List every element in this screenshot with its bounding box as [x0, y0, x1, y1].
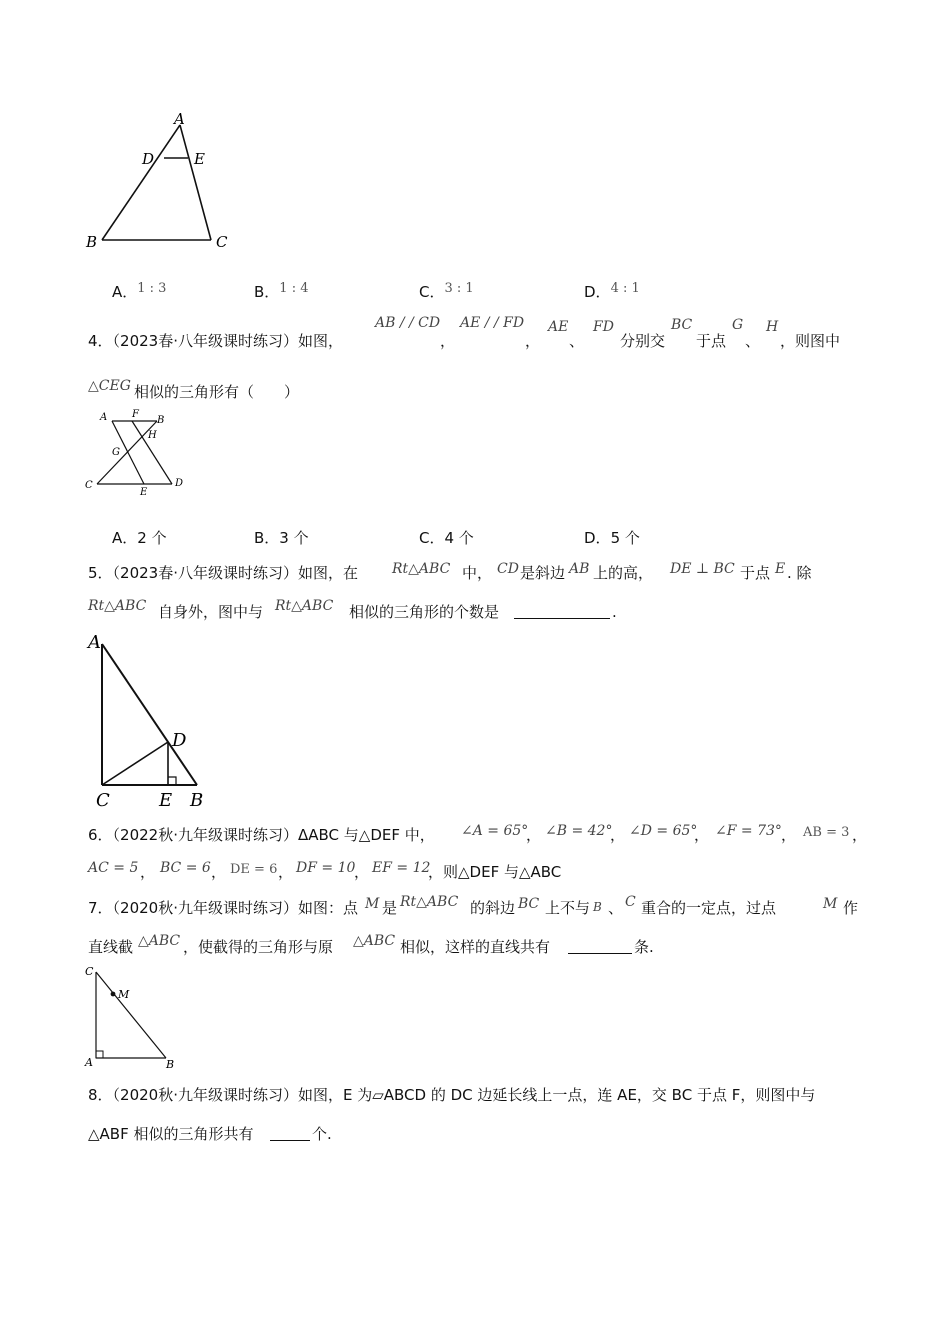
q7-source: （2020秋·九年级课时练习）如图：点 [112, 899, 358, 917]
q3-option-c[interactable] [419, 282, 474, 304]
q5-text-3: 上的高， [593, 564, 654, 582]
q7-text-5: 重合的一定点，过点 [641, 899, 777, 917]
q5-math-rt-abc-2: Rt△ABC [88, 598, 147, 614]
q4-math-ceg: △CEG [88, 378, 131, 394]
q3-option-d[interactable] [584, 282, 640, 304]
q6-comma: ， [781, 826, 797, 844]
q5-source: （2023春·八年级课时练习）如图，在 [112, 564, 358, 582]
q4-option-c[interactable] [419, 528, 474, 548]
q4-math-g: G [732, 317, 744, 333]
q3-option-b[interactable] [254, 282, 308, 304]
q5-text-7: 相似的三角形的个数是 [349, 603, 500, 621]
q6-comma: ， [610, 826, 626, 844]
label-A: A [88, 632, 101, 653]
q7-line1 [88, 898, 358, 918]
q4-text-3: ，则图中 [780, 332, 841, 350]
q4-option-a[interactable] [112, 528, 167, 548]
label-B: B [157, 415, 165, 426]
q6-math-ab: AB = 3 [803, 825, 850, 840]
q7-text-1: 是 [382, 899, 398, 917]
q7-text-7: 直线截 [88, 938, 134, 956]
figure-right-triangle-m [82, 962, 182, 1074]
q5-line1 [88, 563, 358, 583]
q6-math-bc: BC = 6 [160, 860, 211, 876]
q7-text-6: 作 [843, 899, 859, 917]
q4-comma-2: ， [525, 332, 541, 350]
q4-comma-1: ， [440, 332, 456, 350]
q7-text-2: 的斜边 [470, 899, 516, 917]
q5-math-e: E [775, 561, 786, 577]
q6-comma: ， [140, 863, 156, 881]
q6-math-angle-d: ∠D = 65° [629, 823, 698, 839]
q7-text-8: ，使截得的三角形与原 [183, 938, 334, 956]
option-letter: A． [112, 283, 138, 301]
q7-math-abc-2: △ABC [353, 933, 396, 949]
q5-text-6: 自身外，图中与 [158, 603, 264, 621]
q5-answer-blank[interactable] [514, 602, 610, 619]
q4-math-ae-fd: AE / / FD [460, 315, 525, 331]
label-B: B [86, 233, 98, 251]
q4-text-2: 于点 [696, 332, 727, 350]
option-value: 4 个 [444, 529, 474, 547]
q6-comma: ， [852, 826, 868, 844]
option-value: 4 : 1 [610, 281, 640, 296]
q6-comma: ， [354, 863, 370, 881]
q4-math-fd: FD [593, 319, 614, 335]
q6-comma: ， [526, 826, 542, 844]
q5-text-5: . 除 [787, 564, 812, 582]
q7-text-10: 条. [634, 938, 654, 956]
q4-source: （2023春·八年级课时练习）如图， [112, 332, 343, 350]
q5-math-ab: AB [569, 561, 590, 577]
q6-line1: 6．（2022秋·九年级课时练习）ΔABC 与△DEF 中， [88, 826, 435, 844]
label-E: E [140, 487, 148, 498]
q5-math-de-bc: DE ⊥ BC [670, 561, 735, 577]
q6-math-angle-a: ∠A = 65° [461, 823, 529, 839]
q7-number: 7． [88, 899, 113, 917]
option-letter: B． [254, 283, 280, 301]
q7-math-m-2: M [823, 896, 838, 912]
q4-text-1: 分别交 [620, 332, 666, 350]
label-D: D [172, 730, 187, 751]
q5-text-2: 是斜边 [520, 564, 566, 582]
option-letter: B． [254, 529, 280, 547]
label-C: C [85, 965, 94, 978]
label-A: A [85, 1056, 93, 1069]
q4-option-d[interactable] [584, 528, 640, 548]
q5-text-8: . [612, 603, 617, 621]
q8-line2a: △ABF 相似的三角形共有 [88, 1125, 254, 1143]
q8-line1: 8．（2020秋·九年级课时练习）如图，E 为▱ABCD 的 DC 边延长线上一点，连 AE，交 BC 于点 F，则图中与 [88, 1086, 816, 1104]
q5-number: 5． [88, 564, 113, 582]
q6-math-ac: AC = 5 [88, 860, 139, 876]
label-A: A [100, 412, 108, 423]
q7-text-9: 相似，这样的直线共有 [400, 938, 551, 956]
q6-math-de: DE = 6 [230, 862, 278, 877]
option-letter: D． [584, 283, 611, 301]
q7-math-c: C [625, 894, 636, 910]
q4-number: 4． [88, 332, 113, 350]
q7-math-bc: BC [518, 896, 540, 912]
label-B: B [190, 790, 204, 811]
q6-comma: ， [694, 826, 710, 844]
label-G: G [112, 447, 120, 458]
q4-sep-1: 、 [569, 332, 585, 350]
label-E: E [159, 790, 173, 811]
q5-math-cd: CD [497, 561, 519, 577]
q4-math-ab-cd: AB / / CD [375, 315, 441, 331]
q4-math-bc: BC [671, 317, 693, 333]
label-H: H [148, 430, 157, 441]
q7-math-abc: △ABC [138, 933, 181, 949]
option-value: 3 : 1 [444, 281, 474, 296]
option-letter: C． [419, 283, 445, 301]
q7-answer-blank[interactable] [568, 937, 632, 954]
q7-math-rt-abc: Rt△ABC [400, 894, 459, 910]
label-D: D [142, 150, 155, 168]
q6-math-angle-f: ∠F = 73° [715, 823, 782, 839]
label-F: F [132, 409, 139, 420]
q4-math-ae: AE [548, 319, 569, 335]
q6-math-ef: EF = 12 [372, 860, 431, 876]
option-value: 1 : 3 [137, 281, 167, 296]
q7-math-b: B [593, 900, 602, 914]
figure-right-triangle-altitude [82, 628, 222, 813]
q4-math-h: H [766, 319, 779, 335]
q4-sep-2: 、 [745, 332, 761, 350]
option-value: 2 个 [137, 529, 167, 547]
label-C: C [216, 233, 228, 251]
figure-triangle-ade [80, 110, 240, 255]
q3-option-a[interactable] [112, 282, 166, 304]
q4-text-4: 相似的三角形有（ ） [134, 383, 300, 401]
figure-parallel-lines [82, 405, 192, 500]
option-letter: C． [419, 529, 445, 547]
q7-math-m: M [365, 896, 380, 912]
option-value: 1 : 4 [279, 281, 309, 296]
option-letter: D． [584, 529, 611, 547]
q5-text-4: 于点 [740, 564, 771, 582]
q4-option-b[interactable] [254, 528, 309, 548]
q8-line2b: 个. [312, 1125, 332, 1143]
q8-answer-blank[interactable] [270, 1124, 310, 1141]
label-B: B [166, 1058, 175, 1071]
q6-math-df: DF = 10 [296, 860, 356, 876]
option-value: 5 个 [610, 529, 640, 547]
label-D: D [175, 478, 184, 489]
q6-tail: ，则△DEF 与△ABC [428, 863, 562, 881]
q4-line1 [88, 331, 343, 351]
option-value: 3 个 [279, 529, 309, 547]
q7-text-4: 、 [608, 899, 624, 917]
label-C: C [85, 480, 93, 491]
option-letter: A． [112, 529, 138, 547]
q7-text-3: 上不与 [545, 899, 591, 917]
q6-comma: ， [211, 863, 227, 881]
q5-math-rt-abc-3: Rt△ABC [275, 598, 334, 614]
q5-text-1: 中， [462, 564, 493, 582]
q5-math-rt-abc: Rt△ABC [392, 561, 451, 577]
label-A: A [174, 110, 185, 128]
label-M: M [118, 988, 130, 1001]
label-C: C [96, 790, 110, 811]
q6-math-angle-b: ∠B = 42° [545, 823, 613, 839]
label-E: E [194, 150, 205, 168]
q6-comma: ， [278, 863, 294, 881]
